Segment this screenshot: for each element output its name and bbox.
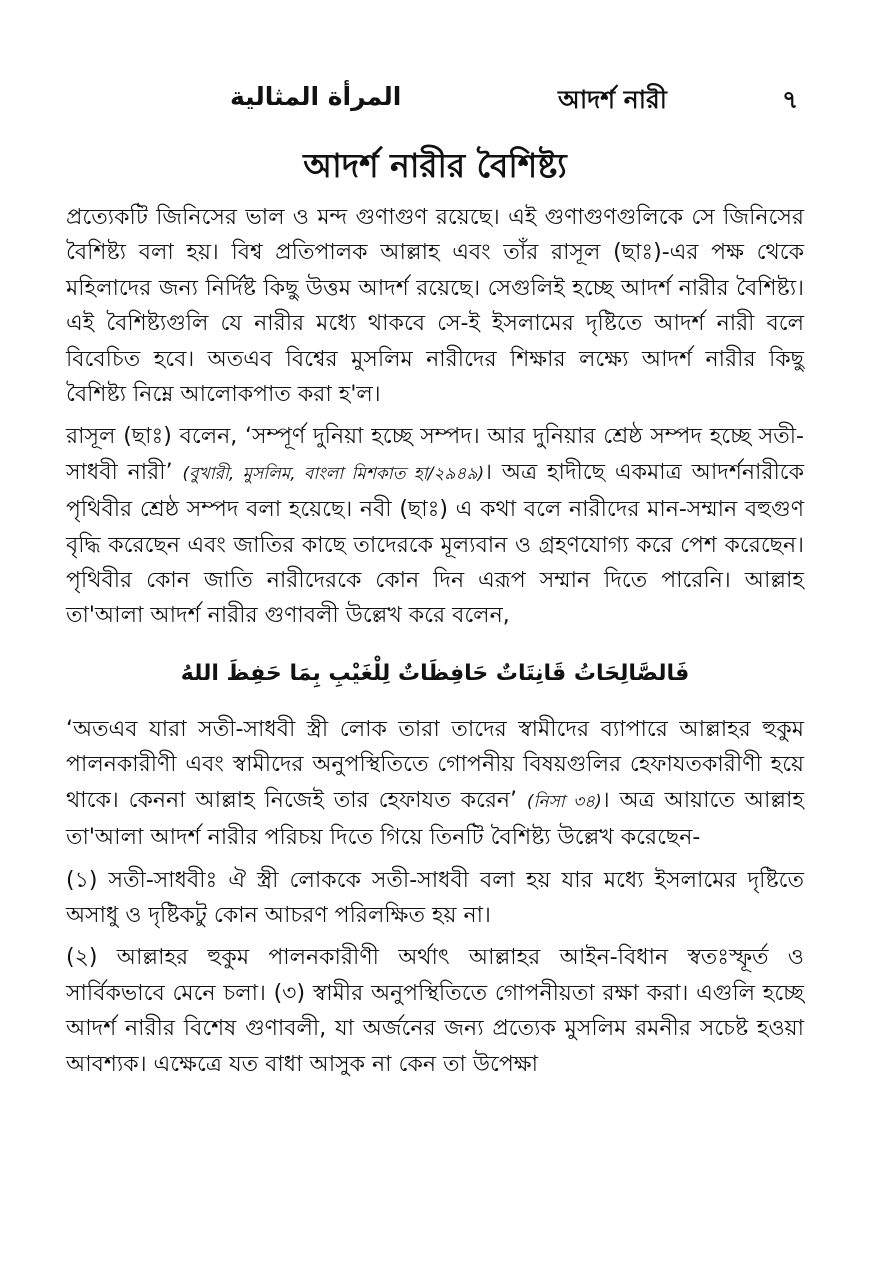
quran-ayah: فَالصَّالِحَاتُ قَانِتَاتٌ حَافِظَاتٌ لِلْغَيْبِ بِمَا حَفِظَ اللهُ	[180, 660, 690, 686]
body-text	[66, 200, 804, 1082]
hadith-commentary: । অত্র হাদীছে একমাত্র আদর্শনারীকে পৃথিবীর শ্রেষ্ঠ সম্পদ বলা হয়েছে। নবী (ছাঃ) এ কথা বলে নারীদের মান-সম্মান বহুগুণ বৃদ্ধি করেছেন এবং জাতির কাছে তাদেরকে মূল্যবান ও গ্রহণযোগ্য করে পেশ করেছেন। পৃথিবীর কোন জাতি নারীদেরকে কোন দিন এরূপ সম্মান দিতে পারেনি। আল্লাহ তা'আলা আদর্শ নারীর গুণাবলী উল্লেখ করে বলেন,	[66, 459, 805, 629]
point-two-three: (২) আল্লাহর হুকুম পালনকারীণী অর্থাৎ আল্লাহর আইন-বিধান স্বতঃস্ফূর্ত ও সার্বিকভাবে মেনে চলা। (৩) স্বামীর অনুপস্থিতিতে গোপনীয়তা রক্ষা করা। এগুলি হচ্ছে আদর্শ নারীর বিশেষ গুণাবলী, যা অর্জনের জন্য প্রত্যেক মুসলিম রমনীর সচেষ্ট হওয়া আবশ্যক। এক্ষেত্রে যত বাধা আসুক না কেন তা উপেক্ষা	[66, 945, 804, 1077]
page-number: ৭	[782, 85, 799, 114]
ayah-commentary: । অত্র আয়াতে আল্লাহ তা'আলা আদর্শ নারীর পরিচয় দিতে গিয়ে তিনটি বৈশিষ্ট্য উল্লেখ করেছেন-	[66, 787, 804, 851]
ayah-reference: (নিসা ৩৪)	[526, 791, 602, 812]
paragraph-hadith	[66, 419, 804, 633]
chapter-title: আদর্শ নারীর বৈশিষ্ট্য	[303, 146, 567, 185]
hadith-text: রাসূল (ছাঃ) বলেন, ‘সম্পূর্ণ দুনিয়া হচ্ছে সম্পদ। আর দুনিয়ার শ্রেষ্ঠ সম্পদ হচ্ছে সতী-সাধবী নারী’	[66, 424, 804, 485]
bangla-book-title: আদর্শ নারী	[558, 85, 667, 114]
arabic-book-title: المرأة المثالية	[230, 82, 402, 111]
ayah-translation: ‘অতএব যারা সতী-সাধবী স্ত্রী লোক তারা তাদের স্বামীদের ব্যাপারে আল্লাহর হুকুম পালনকারীণী এবং স্বামীদের অনুপস্থিতিতে গোপনীয় বিষয়গুলির হেফাযতকারীণী হয়ে থাকে। কেননা আল্লাহ নিজেই তার হেফাযত করেন’	[66, 716, 804, 813]
paragraph-intro: প্রত্যেকটি জিনিসের ভাল ও মন্দ গুণাগুণ রয়েছে। এই গুণাগুণগুলিকে সে জিনিসের বৈশিষ্ট্য বলা হয়। বিশ্ব প্রতিপালক আল্লাহ এবং তাঁর রাসূল (ছাঃ)-এর পক্ষ থেকে মহিলাদের জন্য নির্দিষ্ট কিছু উত্তম আদর্শ রয়েছে। সেগুলিই হচ্ছে আদর্শ নারীর বৈশিষ্ট্য। এই বৈশিষ্ট্যগুলি যে নারীর মধ্যে থাকবে সে-ই ইসলামের দৃষ্টিতে আদর্শ নারী বলে বিবেচিত হবে। অতএব বিশ্বের মুসলিম নারীদের শিক্ষার লক্ষ্যে আদর্শ নারীর কিছু বৈশিষ্ট্য নিম্নে আলোকপাত করা হ'ল।	[66, 205, 804, 408]
point-one: (১) সতী-সাধবীঃ ঐ স্ত্রী লোককে সতী-সাধবী বলা হয় যার মধ্যে ইসলামের দৃষ্টিতে অসাধু ও দৃষ্টিকটু কোন আচরণ পরিলক্ষিত হয় না।	[66, 867, 804, 928]
paragraph-ayah-meaning	[66, 712, 804, 856]
hadith-reference: (বুখারী, মুসলিম, বাংলা মিশকাত হা/২৯৪৯)	[182, 463, 485, 484]
running-head	[0, 78, 870, 118]
